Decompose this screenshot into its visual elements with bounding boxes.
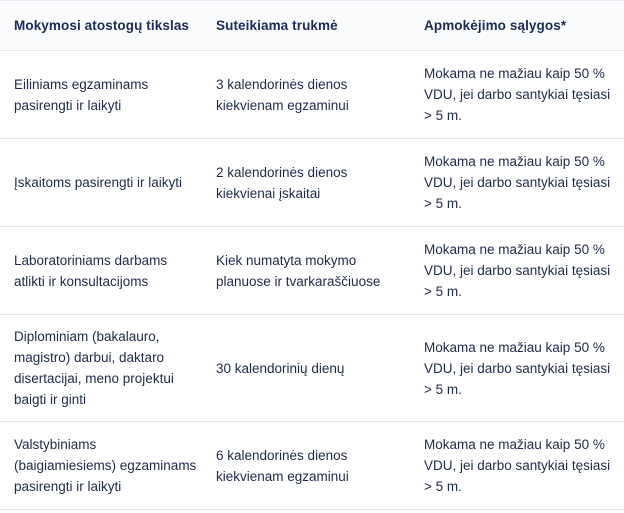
table-row	[0, 227, 624, 315]
table-row	[0, 315, 624, 422]
cell-purpose: Eiliniams egzaminams pasirengti ir laikyti	[14, 76, 149, 113]
cell-duration: 3 kalendorinės dienos kiekvienam egzaminui	[216, 76, 349, 113]
cell-payment: Mokama ne mažiau kaip 50 % VDU, jei darbo santykiai tęsiasi > 5 m.	[424, 66, 611, 123]
header-payment: Apmokėjimo sąlygos*	[424, 18, 567, 33]
cell-duration: Kiek numatyta mokymo planuose ir tvarkaraščiuose	[216, 252, 381, 289]
cell-payment: Mokama ne mažiau kaip 50 % VDU, jei darbo santykiai tęsiasi > 5 m.	[424, 339, 611, 397]
cell-duration: 2 kalendorinės dienos kiekvienai įskaitai	[216, 164, 348, 201]
cell-purpose: Įskaitoms pasirengti ir laikyti	[14, 175, 183, 190]
cell-payment: Mokama ne mažiau kaip 50 % VDU, jei darbo santykiai tęsiasi > 5 m.	[424, 437, 611, 494]
cell-payment: Mokama ne mažiau kaip 50 % VDU, jei darbo santykiai tęsiasi > 5 m.	[424, 154, 611, 211]
header-purpose: Mokymosi atostogų tikslas	[14, 18, 190, 33]
cell-payment: Mokama ne mažiau kaip 50 % VDU, jei darbo santykiai tęsiasi > 5 m.	[424, 242, 611, 299]
table-row	[0, 139, 624, 227]
table-header-row	[0, 0, 624, 51]
table-row	[0, 51, 624, 139]
header-duration: Suteikiama trukmė	[216, 18, 338, 33]
cell-purpose: Laboratoriniams darbams atlikti ir konsultacijoms	[14, 252, 168, 289]
cell-purpose: Diplominiam (bakalauro, magistro) darbui, daktaro disertacijai, meno projektui baigti ir ginti	[14, 329, 174, 407]
cell-duration: 6 kalendorinės dienos kiekvienam egzaminui	[216, 447, 349, 484]
cell-purpose: Valstybiniams (baigiamiesiems) egzaminams pasirengti ir laikyti	[14, 437, 197, 494]
cell-duration: 30 kalendorinių dienų	[216, 360, 345, 376]
table-row	[0, 422, 624, 510]
